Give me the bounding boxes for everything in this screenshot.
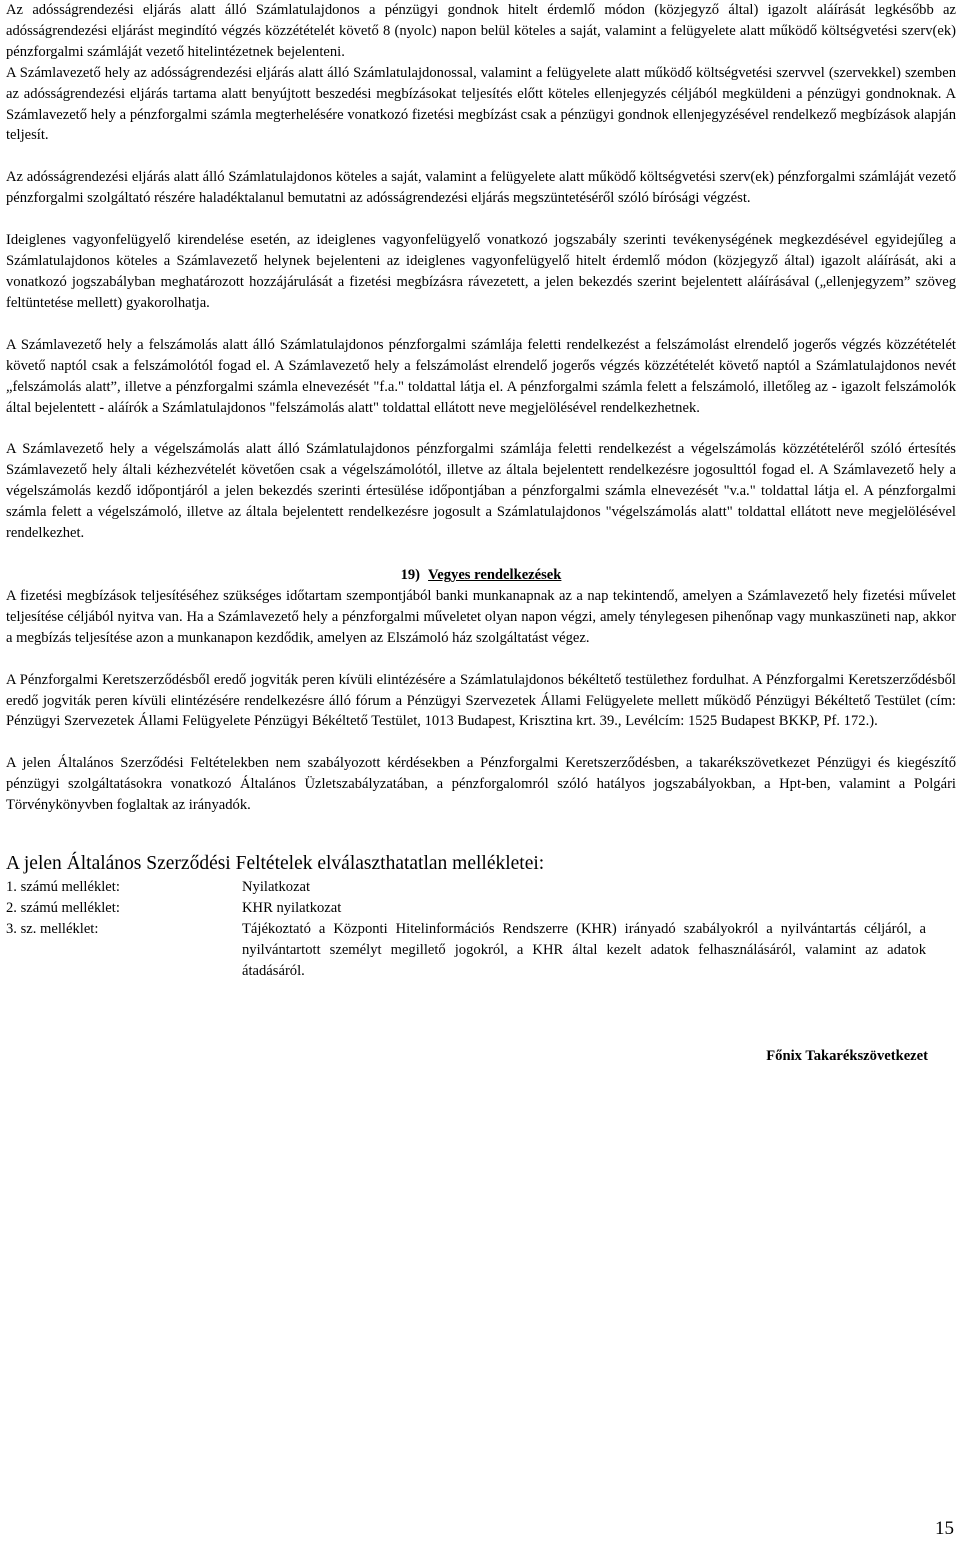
paragraph-banking-day: A fizetési megbízások teljesítéséhez szükséges időtartam szempontjából banki munkanapnak az a nap tekintendő, amelyen a Számlavezető hely fizetési művelet teljesítése céljából nyitva van. Ha a Számlavezető hely a pénzforgalmi műveletet olyan napon végzi, amely ténylegesen pihenőnap vagy munkaszüneti nap, akkor a megbízás teljesítése azon a munkanapon kezdődik, amelyen az Elszámoló ház szolgáltatást végez. bbox=[6, 587, 956, 646]
paragraph-debt-settlement-countersign: A Számlavezető hely az adósságrendezési eljárás alatt álló Számlatulajdonossal, valamint a felügyelete alatt működő költségvetési szervvel (szervekkel) szemben az adósságrendezési eljárás tartama alatt benyújtott beszedési megbízásokat teljesítés előtt köteles ellenjegyzés céljából megküldeni a pénzügyi gondnoknak. A Számlavezető hely a pénzforgalmi számla megterhelésére vonatkozó fizetési megbízást csak a pénzügyi gondnok ellenjegyzésével rendelkező megbízások alapján teljesít. bbox=[6, 64, 956, 144]
paragraph-dispute-resolution: A Pénzforgalmi Keretszerződésből eredő jogviták peren kívüli elintézésére a Számlatulajdonos békéltető testülethez fordulhat. A Pénzforgalmi Keretszerződésből eredő jogviták peren kívüli elintézésére rendelkezésre álló fórum a Pénzügyi Szervezetek Állami Felügyelete mellett működő Pénzügyi Békéltető Testület (cím: Pénzügyi Szervezetek Állami Felügyelete Pénzügyi Békéltető Testület, 1013 Budapest, Krisztina krt. 39., Levélcím: 1525 Budapest BKKP, Pf. 172.). bbox=[6, 671, 956, 730]
section-title: Vegyes rendelkezések bbox=[428, 566, 562, 583]
section-number: 19) bbox=[400, 566, 421, 583]
annex-description: Nyilatkozat bbox=[242, 879, 311, 896]
signature-company-name: Főnix Takarékszövetkezet bbox=[766, 1048, 928, 1064]
annex-label: 3. sz. melléklet: bbox=[6, 920, 99, 937]
annex-description: KHR nyilatkozat bbox=[242, 900, 342, 916]
page-number: 15 bbox=[935, 1518, 954, 1539]
paragraph-debt-settlement-signature: Az adósságrendezési eljárás alatt álló Számlatulajdonos a pénzügyi gondnok hitelt érdemlő módon (közjegyző által) igazolt aláírását legkésőbb az adósságrendezési eljárást megindító végzés közzétételét követő 8 (nyolc) napon belül köteles a saját, valamint a felügyelete alatt működő költségvetési szerv(ek) pénzforgalmi számláját vezető hitelintézetnek bejelenteni. bbox=[6, 2, 956, 60]
annex-row bbox=[6, 877, 956, 898]
paragraph-voluntary-liquidation: A Számlavezető hely a végelszámolás alatt álló Számlatulajdonos pénzforgalmi számlája feletti rendelkezést a végelszámolás közzétételéről szóló értesítés Számlavezető hely általi kézhezvételét követően csak a végelszámolótól, illetve az általa bejelentett rendelkezésre jogosulttól fogad el. A Számlavezető hely a végelszámolás kezdő időpontjáról a jelen bekezdés szerinti értesülése időpontjában a pénzforgalmi számla elnevezését "v.a." toldattal látja el. A pénzforgalmi számla felett a végelszámoló, illetve az általa bejelentett rendelkezésre jogosult a Számlatulajdonos "végelszámolás alatt" toldattal ellátott neve megjelölésével rendelkezhet. bbox=[6, 441, 956, 542]
annex-label: 1. számú melléklet: bbox=[6, 879, 120, 896]
annexes-list bbox=[6, 877, 956, 982]
annex-row bbox=[6, 919, 956, 982]
paragraph-debt-settlement-termination: Az adósságrendezési eljárás alatt álló Számlatulajdonos köteles a saját, valamint a felügyelete alatt működő költségvetési szerv(ek) pénzforgalmi számláját vezető pénzforgalmi szolgáltató részére haladéktalanul bemutatni az adósságrendezési eljárás megszüntetéséről szóló bírósági végzést. bbox=[6, 169, 956, 207]
annex-description: Tájékoztató a Központi Hitelinformációs Rendszerre (KHR) irányadó szabályokról a nyilvántartás céljáról, a nyilvántartott személyt megillető jogokról, a KHR által kezelt adatok felhasználásáról, valamint az adatok átadásáról. bbox=[242, 920, 926, 979]
document-page bbox=[6, 0, 956, 982]
section-heading bbox=[6, 565, 956, 586]
annex-label: 2. számú melléklet: bbox=[6, 900, 120, 916]
annexes-title: A jelen Általános Szerződési Feltételek elválaszthatatlan mellékletei: bbox=[6, 853, 545, 875]
paragraph-governing-rules: A jelen Általános Szerződési Feltételekben nem szabályozott kérdésekben a Pénzforgalmi Keretszerződésben, a takarékszövetkezet Pénzügyi és kiegészítő pénzügyi szolgáltatásokra vonatkozó Általános Üzletszabályzatában, a pénzforgalomról szóló hatályos jogszabályokban, a Hpt-ben, valamint a Polgári Törvénykönyvben foglaltak az irányadók. bbox=[6, 755, 956, 814]
paragraph-temporary-trustee: Ideiglenes vagyonfelügyelő kirendelése esetén, az ideiglenes vagyonfelügyelő vonatkozó jogszabály szerinti tevékenységének megkezdésével egyidejűleg a Számlatulajdonos köteles a Számlavezető helynek bejelenteni az ideiglenes vagyonfelügyelő hitelt érdemlő módon (közjegyző által) igazolt aláírását, aki a vonatkozó jogszabályban meghatározott hozzájárulását a fizetési megbízásra rávezetett, a jelen bekezdés szerint bejelentett aláírásával („ellenjegyzem” szöveg feltüntetése mellett) gyakorolhatja. bbox=[6, 232, 956, 311]
paragraph-liquidation: A Számlavezető hely a felszámolás alatt álló Számlatulajdonos pénzforgalmi számlája feletti rendelkezést a felszámolást elrendelő jogerős végzés közzétételét követő naptól csak a felszámolótól fogad el. A Számlavezető hely a felszámolást elrendelő jogerős végzés közzétételét követő naptól a Számlatulajdonos nevét „felszámolás alatt”, illetve a pénzforgalmi számla elnevezését "f.a." toldattal látja el. A pénzforgalmi számla felett a felszámoló, illetőleg az - igazolt felszámolók által bejelentett - aláírók a Számlatulajdonos "felszámolás alatt" toldattal ellátott neve megjelölésével rendelkezhetnek. bbox=[6, 336, 956, 416]
annex-row bbox=[6, 898, 956, 919]
